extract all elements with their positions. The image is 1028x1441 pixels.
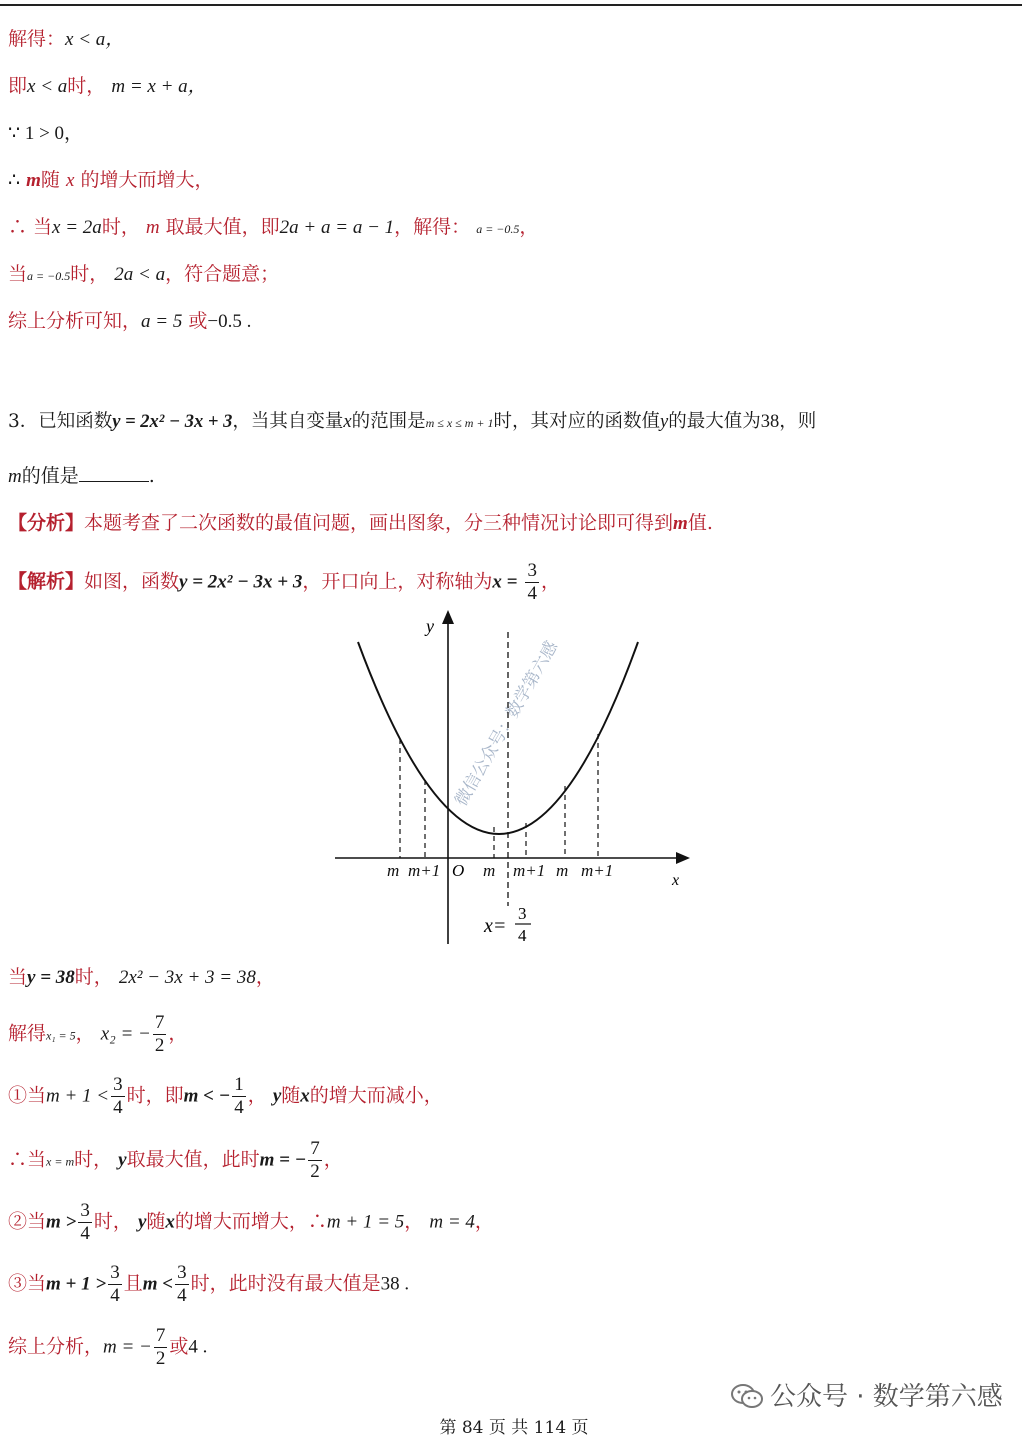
x-axis-arrow bbox=[676, 852, 690, 864]
line-when-1: 即x < a时， m = x + a， bbox=[8, 75, 207, 97]
label-m1: m+1 bbox=[513, 861, 546, 880]
page-footer: 第 84 页 共 114 页 bbox=[439, 1418, 589, 1438]
graph-watermark bbox=[451, 638, 562, 810]
line-y-38: 当y = 38时， 2x² − 3x + 3 = 38， bbox=[8, 966, 275, 988]
line-conclusion-1: 综上分析可知，a = 5 或−0.5 . bbox=[8, 310, 252, 332]
x-axis-label: x bbox=[672, 872, 680, 889]
line-case-1: ①当m + 1 < $\frac{3}{4}$ 时，即m < − $\frac{1}{4}$ ， y随x的增大而减小， bbox=[8, 1074, 443, 1118]
parabola-graph bbox=[330, 606, 700, 946]
solution-line: 【解析】如图，函数y = 2x² − 3x + 3，开口向上，对称轴为x = $\frac{3}{4}$ ， bbox=[8, 560, 560, 604]
y-axis-label: y bbox=[426, 616, 434, 636]
line-case-1-result: ∴当x = m时， y取最大值，此时m = − $\frac{7}{2}$ ， bbox=[8, 1138, 343, 1182]
symmetry-axis-denominator: 4 bbox=[518, 926, 527, 945]
line-roots: 解得x₁ = 5， x₂ = − $\frac{7}{2}$ ， bbox=[8, 1012, 188, 1056]
answer-blank[interactable] bbox=[79, 463, 149, 482]
problem-3-line-1: 3．已知函数y = 2x² − 3x + 3，当其自变量x的范围是m ≤ x ≤ m + 1时，其对应的函数值y的最大值为38，则 bbox=[8, 411, 817, 432]
label-m: m bbox=[556, 861, 569, 880]
wechat-icon bbox=[730, 1384, 764, 1408]
analysis-line: 【分析】本题考查了二次函数的最值问题，画出图象，分三种情况讨论即可得到m值. bbox=[8, 512, 713, 534]
line-final-conclusion: 综上分析，m = − $\frac{7}{2}$ 或4 . bbox=[8, 1325, 208, 1369]
problem-3-line-2: m的值是 . bbox=[8, 465, 155, 487]
y-axis-arrow bbox=[442, 610, 454, 624]
wechat-watermark: 公众号 · 数学第六感 bbox=[730, 1376, 1003, 1413]
line-solve-1: 解得：x < a， bbox=[8, 28, 125, 50]
label-m: m bbox=[483, 861, 496, 880]
symmetry-axis-label: x= bbox=[484, 915, 507, 937]
label-m1: m+1 bbox=[408, 861, 441, 880]
top-rule bbox=[0, 4, 1022, 6]
line-because: ∵ 1 > 0， bbox=[8, 123, 84, 144]
svg-text:微信公众号：数学第六感: 微信公众号：数学第六感 bbox=[451, 637, 563, 810]
line-check: 当a = −0.5时， 2a < a，符合题意； bbox=[8, 263, 280, 285]
line-case-3: ③当m + 1 > $\frac{3}{4}$ 且m < $\frac{3}{4}$ 时，此时没有最大值是38 . bbox=[8, 1262, 410, 1306]
origin-label: O bbox=[452, 861, 465, 880]
line-case-2: ②当m > $\frac{3}{4}$ 时， y随x的增大而增大，∴m + 1 = 5， m = 4， bbox=[8, 1200, 494, 1244]
label-m1: m+1 bbox=[581, 861, 614, 880]
symmetry-axis-numerator: 3 bbox=[518, 904, 527, 923]
label-m: m bbox=[387, 861, 400, 880]
line-monotone: ∴ m随 x 的增大而增大， bbox=[8, 169, 214, 191]
line-max: ∴ 当x = 2a时， m 取最大值，即2a + a = a − 1，解得： a = −0.5， bbox=[8, 216, 539, 238]
axis-fraction: $\frac{3}{4}$ bbox=[527, 560, 537, 604]
